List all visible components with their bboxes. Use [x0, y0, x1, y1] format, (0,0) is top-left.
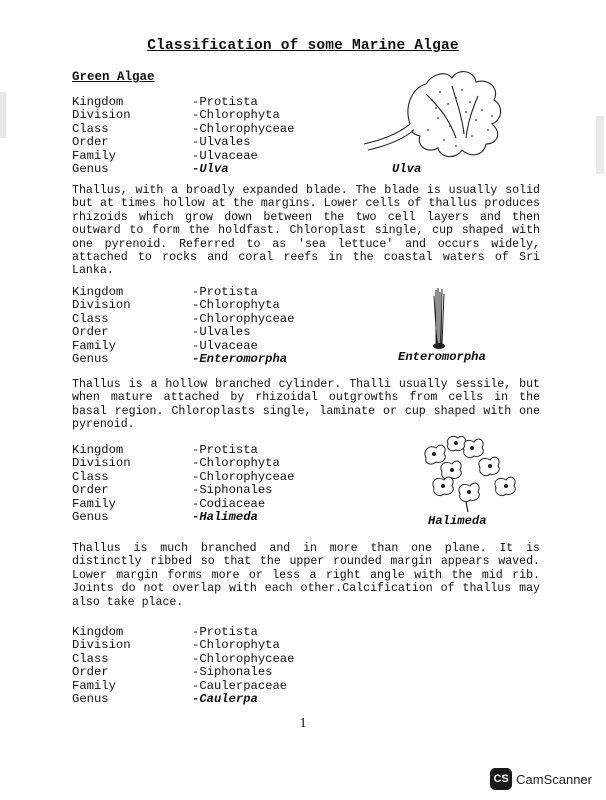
tax-row: Order -Ulvales [72, 325, 251, 340]
tax-row: Family -Ulvaceae [72, 148, 258, 163]
tax-row: Genus -Enteromorpha [72, 351, 288, 366]
description-paragraph: Thallus is much branched and in more than one plane. It is distinctly ribbed so that the upper rounded margin appears waved. Lower margin forms more or less a right angle with the mid rib. Joints do not overlap with each other.Calcification of thallus may also take place. [72, 542, 540, 609]
figure-caption: Halimeda [428, 514, 487, 528]
page-title: Classification of some Marine Algae [147, 38, 459, 54]
tax-row: Kingdom -Protista [72, 95, 258, 109]
description-paragraph: Thallus, with a broadly expanded blade. The blade is usually solid but at times hollow at the margins. Lower cells of thallus produces rhizoids which grow down between the two cell layers and then outward to form the holdfast. Chloroplast single, cup shaped with one pyrenoid. Referred to as 'sea lettuce' and occurs widely, attached to rocks and coral reefs in the coastal waters of Sri Lanka. [72, 184, 540, 278]
figure-caption: Enteromorpha [398, 350, 486, 364]
tax-row: Kingdom -Protista [72, 625, 258, 639]
tax-row: Family -Caulerpaceae [72, 678, 288, 693]
camscanner-label: CamScanner [516, 771, 592, 787]
taxonomy-ulva [72, 96, 294, 176]
tax-row: Genus -Ulva [72, 161, 229, 176]
taxonomy-halimeda [72, 444, 294, 524]
tax-row: Division -Chlorophyta [72, 298, 280, 313]
figure-caption: Ulva [392, 162, 422, 176]
tax-row: Genus -Halimeda [72, 509, 258, 524]
tax-row: Class -Chlorophyceae [72, 469, 295, 484]
camscanner-watermark [486, 766, 596, 792]
page-number: 1 [299, 716, 307, 731]
tax-row: Kingdom -Protista [72, 443, 258, 457]
camscanner-logo-icon: CS [490, 768, 512, 790]
scan-edge-mark [596, 116, 604, 174]
enteromorpha-illustration [420, 286, 460, 352]
tax-row: Class -Chlorophyceae [72, 651, 295, 666]
tax-row: Order -Siphonales [72, 483, 273, 498]
tax-row: Kingdom -Protista [72, 285, 258, 299]
halimeda-illustration [412, 432, 524, 516]
tax-row: Genus -Caulerpa [72, 691, 258, 706]
description-paragraph: Thallus is a hollow branched cylinder. Thalli usually sessile, but when mature attached by rhizoidal outgrowths from cells in the basal region. Chloroplasts single, laminate or cup shaped with one pyrenoid. [72, 378, 540, 432]
tax-row: Division -Chlorophyta [72, 638, 280, 653]
scan-edge-mark [0, 92, 6, 138]
section-heading: Green Algae [72, 70, 155, 84]
taxonomy-caulerpa [72, 626, 294, 706]
tax-row: Class -Chlorophyceae [72, 121, 295, 136]
tax-row: Order -Siphonales [72, 665, 273, 680]
tax-row: Family -Codiaceae [72, 496, 266, 511]
tax-row: Division -Chlorophyta [72, 108, 280, 123]
taxonomy-enteromorpha [72, 286, 294, 366]
tax-row: Order -Ulvales [72, 135, 251, 150]
ulva-illustration [352, 60, 522, 168]
tax-row: Class -Chlorophyceae [72, 311, 295, 326]
tax-row: Family -Ulvaceae [72, 338, 258, 353]
tax-row: Division -Chlorophyta [72, 456, 280, 471]
